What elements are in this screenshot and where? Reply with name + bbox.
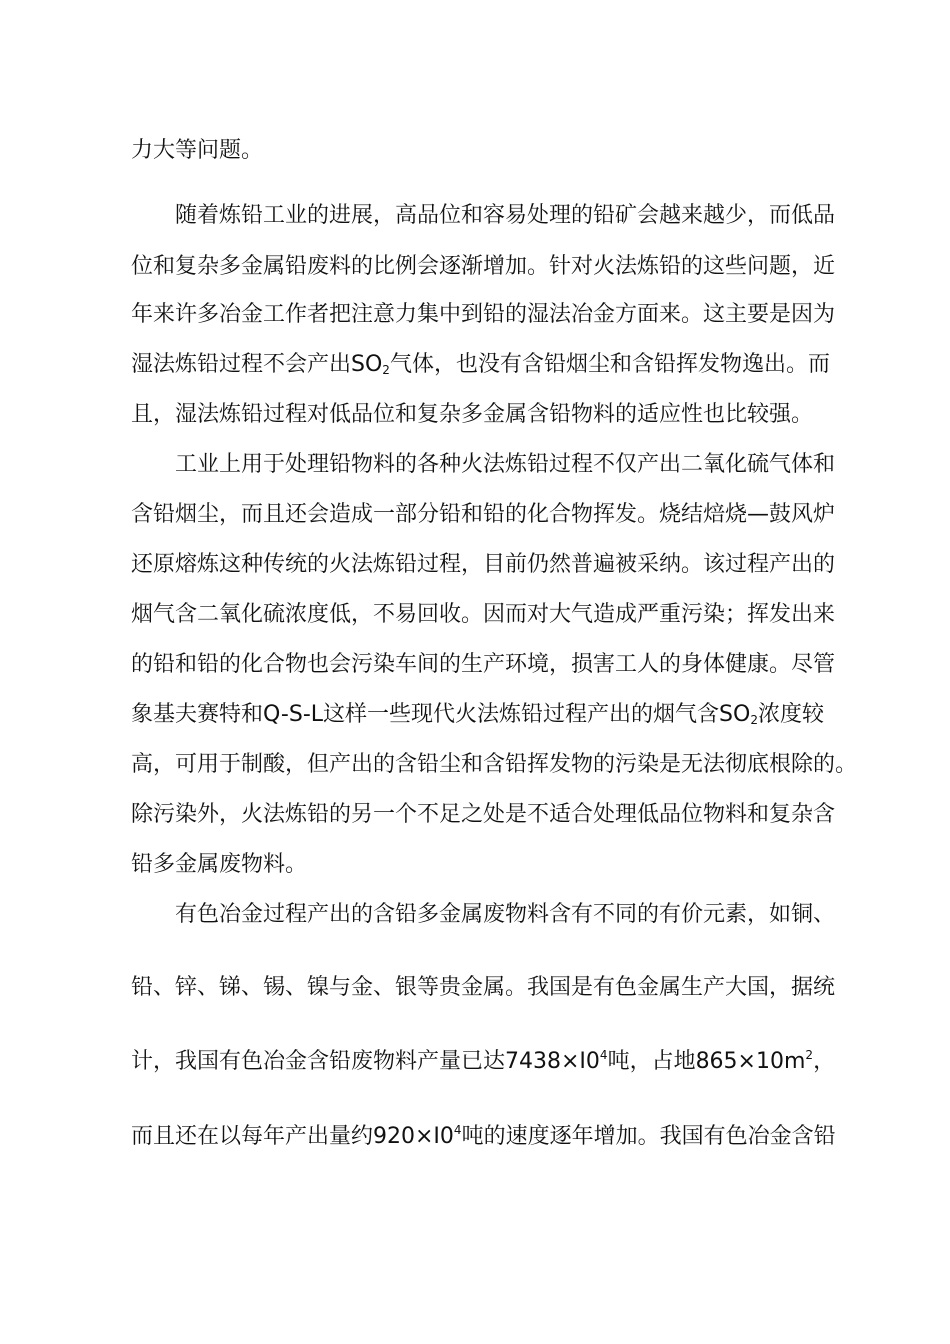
paragraph-line: 年来许多冶金工作者把注意力集中到铅的湿法冶金方面来。这主要是因为 (131, 302, 836, 327)
paragraph-line: 铅、锌、锑、锡、镍与金、银等贵金属。我国是有色金属生产大国，据统 (131, 975, 836, 1000)
paragraph-line: 烟气含二氧化硫浓度低，不易回收。因而对大气造成严重污染；挥发出来 (131, 602, 836, 627)
paragraph-line: 力大等问题。 (131, 138, 264, 163)
paragraph-line: 铅多金属废物料。 (131, 852, 308, 877)
paragraph-line: 位和复杂多金属铅废料的比例会逐渐增加。针对火法炼铅的这些问题，近 (131, 254, 836, 279)
paragraph-line: 的铅和铅的化合物也会污染车间的生产环境，损害工人的身体健康。尽管 (131, 652, 836, 677)
paragraph-line: 有色冶金过程产出的含铅多金属废物料含有不同的有价元素，如铜、 (175, 902, 836, 927)
paragraph-line: 还原熔炼这种传统的火法炼铅过程，目前仍然普遍被采纳。该过程产出的 (131, 552, 836, 577)
paragraph-line: 计，我国有色冶金含铅废物料产量已达$7438\times I0^4$吨，占地$865\times 10m^2$， (131, 1048, 836, 1074)
paragraph-line: 含铅烟尘，而且还会造成一部分铅和铅的化合物挥发。烧结焙烧—鼓风炉 (131, 502, 836, 527)
paragraph-line: 除污染外，火法炼铅的另一个不足之处是不适合处理低品位物料和复杂含 (131, 802, 836, 827)
paragraph-line: 工业上用于处理铅物料的各种火法炼铅过程不仅产出二氧化硫气体和 (175, 452, 836, 477)
paragraph-line: 湿法炼铅过程不会产出$SO_2$气体，也没有含铅烟尘和含铅挥发物逸出。而 (131, 352, 830, 377)
paragraph-line: 象基夫赛特和Q-S-L这样一些现代火法炼铅过程产出的烟气含$SO_2$浓度较 (131, 702, 824, 727)
paragraph-line: 且，湿法炼铅过程对低品位和复杂多金属含铅物料的适应性也比较强。 (131, 402, 814, 427)
paragraph-line: 高，可用于制酸，但产出的含铅尘和含铅挥发物的污染是无法彻底根除的。 (131, 752, 858, 777)
paragraph-line: 随着炼铅工业的进展，高品位和容易处理的铅矿会越来越少，而低品 (175, 203, 836, 228)
paragraph-line: 而且还在以每年产出量约$920\times I0^4$吨的速度逐年增加。我国有色冶金含铅 (131, 1123, 836, 1149)
